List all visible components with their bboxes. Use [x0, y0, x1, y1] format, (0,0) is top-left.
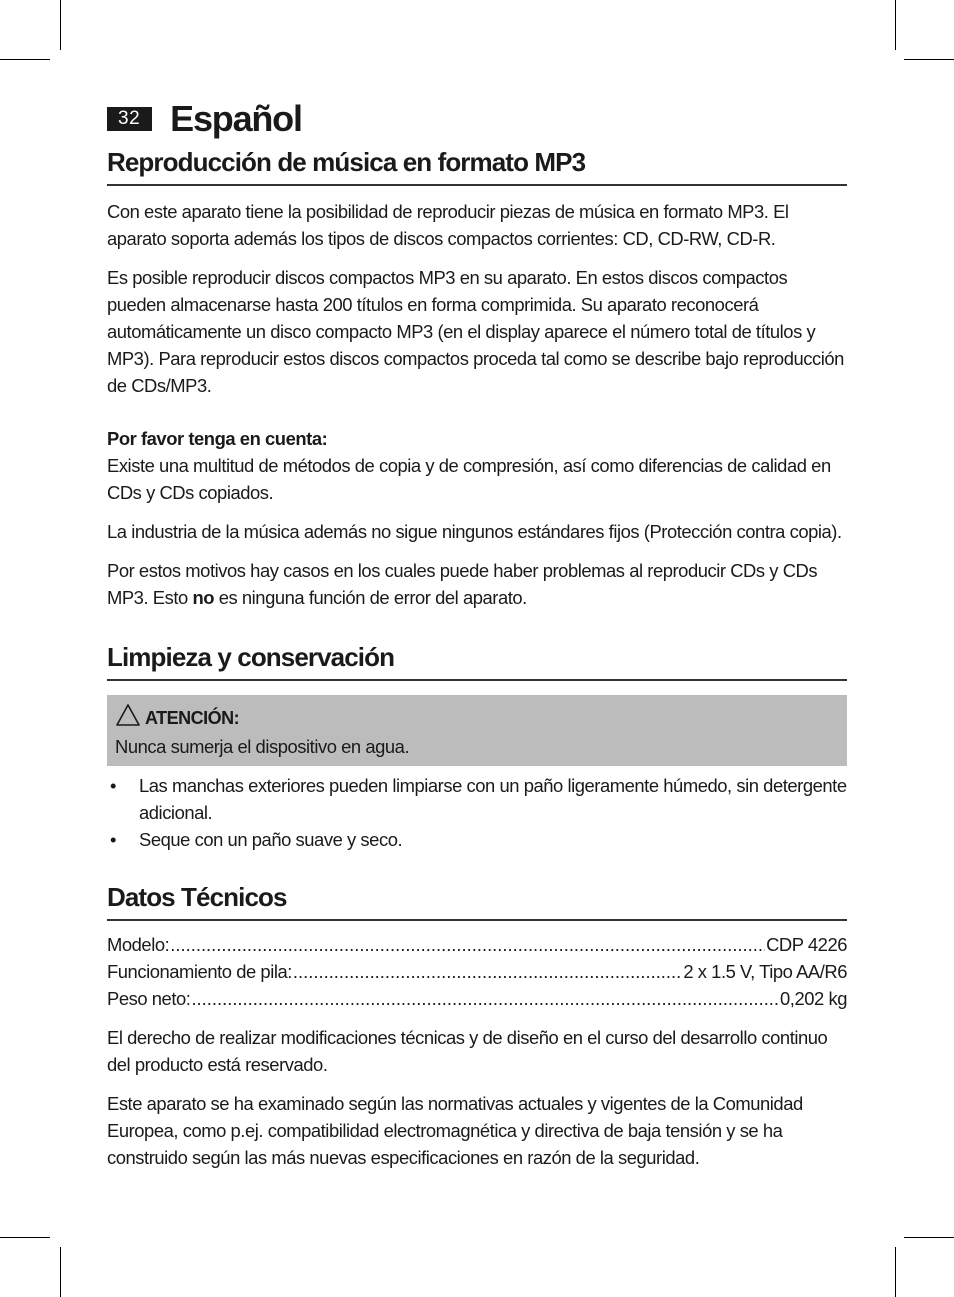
cleaning-list	[107, 772, 847, 853]
paragraph	[107, 557, 847, 611]
crop-mark	[895, 1247, 896, 1297]
text-run: Por estos motivos hay casos en los cuales puede haber problemas al reproducir CDs y CDs MP3. Esto	[107, 560, 818, 608]
section-title-tech: Datos Técnicos	[107, 881, 847, 921]
crop-mark	[904, 59, 954, 60]
list-item	[107, 772, 847, 826]
dot-leader	[170, 931, 765, 958]
paragraph: Este aparato se ha examinado según las normativas actuales y vigentes de la Comunidad Europea, como p.ej. compatibilidad electromagnética y directiva de baja tensión y se ha construido según las más nuevas especificaciones en razón de la seguridad.	[107, 1093, 803, 1168]
dot-leader	[293, 958, 682, 985]
list-item-text: Seque con un paño suave y seco.	[139, 829, 403, 850]
spec-value: 0,202 kg	[780, 988, 847, 1009]
spec-label: Funcionamiento de pila:	[107, 961, 292, 982]
list-item-text: Las manchas exteriores pueden limpiarse con un paño ligeramente húmedo, sin detergente adicional.	[139, 775, 847, 823]
crop-mark	[60, 0, 61, 50]
crop-mark	[0, 1237, 50, 1238]
warning-header	[115, 703, 839, 733]
spec-value: CDP 4226	[766, 934, 847, 955]
spec-value: 2 x 1.5 V, Tipo AA/R6	[683, 961, 847, 982]
paragraph: Es posible reproducir discos compactos MP3 en su aparato. En estos discos compactos pueden almacenarse hasta 200 títulos en forma comprimida. Su aparato reconocerá automáticamente un disco compacto MP3 (en el display aparece el número total de títulos y MP3). Para reproducir estos discos compactos proceda tal como se describe bajo reproducción de CDs/MP3.	[107, 267, 844, 396]
spec-row	[107, 985, 847, 1012]
paragraph: La industria de la música además no sigue ningunos estándares fijos (Protección contra copia).	[107, 521, 842, 542]
warning-text: Nunca sumerja el dispositivo en agua.	[115, 736, 410, 757]
page-number: 32	[107, 107, 152, 131]
spec-table	[107, 931, 847, 1012]
page-content	[107, 100, 847, 1171]
warning-title: ATENCIÓN:	[145, 708, 240, 728]
crop-mark	[904, 1237, 954, 1238]
bullet-icon: •	[110, 829, 116, 850]
section-title-cleaning: Limpieza y conservación	[107, 641, 847, 681]
crop-mark	[0, 59, 50, 60]
spec-label: Modelo:	[107, 934, 170, 955]
crop-mark	[60, 1247, 61, 1297]
spec-row	[107, 958, 847, 985]
bullet-icon: •	[110, 775, 116, 796]
spec-label: Peso neto:	[107, 988, 191, 1009]
dot-leader	[191, 985, 779, 1012]
note-text: Existe una multitud de métodos de copia y de compresión, así como diferencias de calidad en CDs y CDs copiados.	[107, 455, 831, 503]
note-label: Por favor tenga en cuenta:	[107, 428, 328, 449]
spec-row	[107, 931, 847, 958]
language-title: Español	[170, 98, 302, 139]
list-item	[107, 826, 847, 853]
warning-triangle-icon	[115, 703, 145, 733]
emphasis-no: no	[192, 587, 215, 608]
page-header	[107, 100, 847, 138]
paragraph: El derecho de realizar modificaciones técnicas y de diseño en el curso del desarrollo continuo del producto está reservado.	[107, 1027, 828, 1075]
text-run: es ninguna función de error del aparato.	[214, 587, 527, 608]
crop-mark	[895, 0, 896, 50]
paragraph: Con este aparato tiene la posibilidad de reproducir piezas de música en formato MP3. El aparato soporta además los tipos de discos compactos corrientes: CD, CD-RW, CD-R.	[107, 201, 789, 249]
section-title-mp3: Reproducción de música en formato MP3	[107, 146, 847, 186]
warning-box	[107, 695, 847, 766]
